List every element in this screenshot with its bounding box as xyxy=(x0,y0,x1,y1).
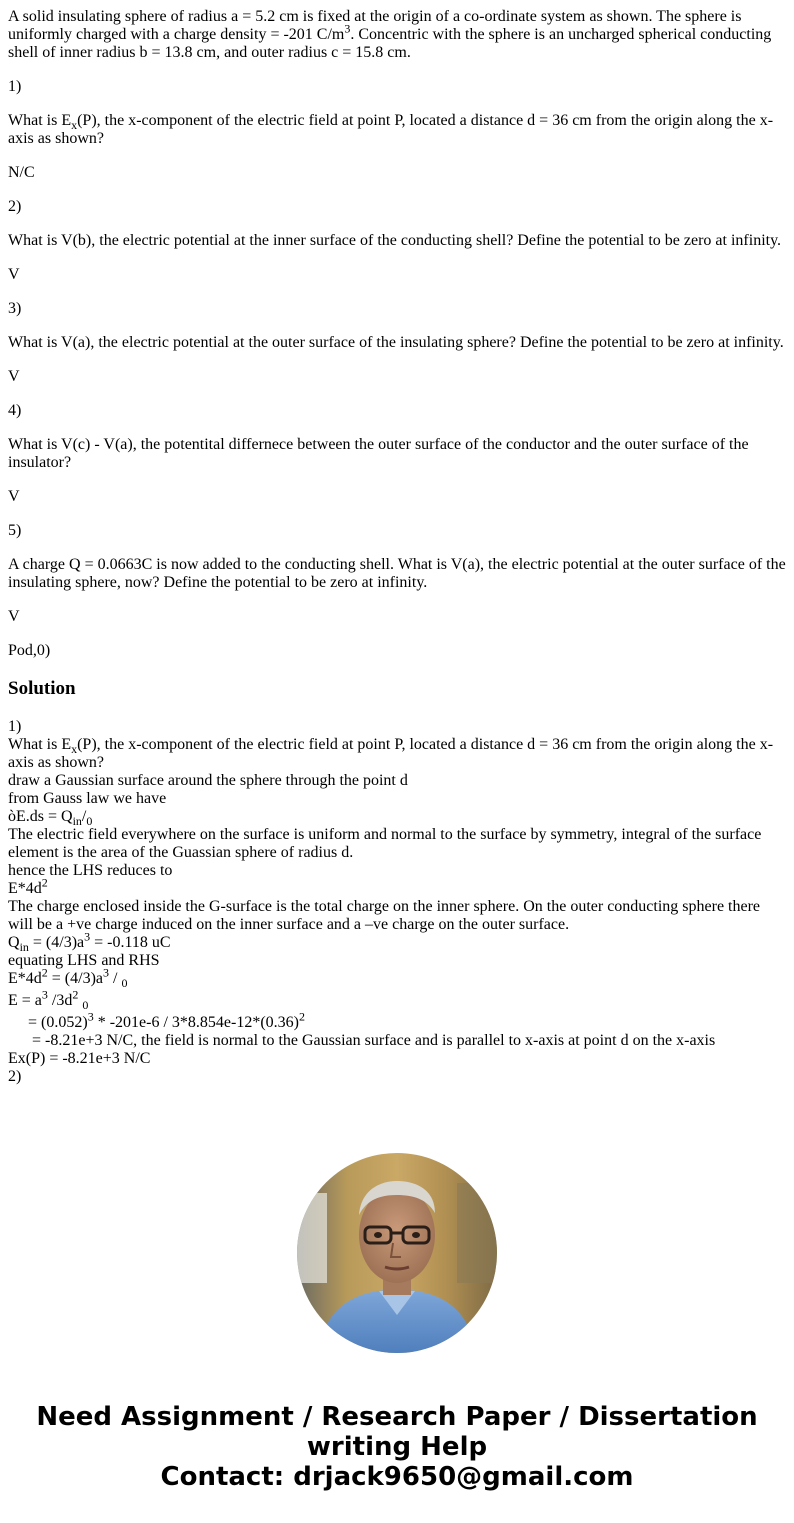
question-2-unit: V xyxy=(8,266,20,283)
question-3-number: 3) xyxy=(8,300,22,317)
question-5-text: A charge Q = 0.0663C is now added to the conducting shell. What is V(a), the electric potential at the outer surface of the insulating sphere, now? Define the potential to be zero at infinity. xyxy=(8,556,786,591)
solution-line: from Gauss law we have xyxy=(8,790,167,807)
question-2-number: 2) xyxy=(8,198,22,215)
question-1-number: 1) xyxy=(8,78,22,95)
question-5-unit: V xyxy=(8,608,20,625)
figure-caption-text: Pod,0) xyxy=(8,642,51,659)
solution-body xyxy=(8,718,788,1086)
solution-part-1-number: 1) xyxy=(8,718,22,735)
question-1-unit: N/C xyxy=(8,164,35,181)
solution-line: The electric field everywhere on the surface is uniform and normal to the surface by symmetry, integral of the surface element is the area of the Guassian sphere of radius d. xyxy=(8,826,762,861)
solution-line: equating LHS and RHS xyxy=(8,952,160,969)
field-calculation: = $(0.052)^3 * -201e-6 / 3*8.854e-12*(0.36)^2$ xyxy=(28,1009,305,1031)
question-3-text: What is V(a), the electric potential at the outer surface of the insulating sphere? Define the potential to be zero at infinity. xyxy=(8,334,784,351)
solution-line: The charge enclosed inside the G-surface is the total charge on the inner sphere. On the outer conducting sphere there will be a +ve charge induced on the inner surface and a –ve charge on the outer surface. xyxy=(8,898,761,933)
solution-line: draw a Gaussian surface around the sphere through the point d xyxy=(8,772,408,789)
equating-equation: $E*4d^2 = (4/3)a^3 / _0$ xyxy=(8,965,128,991)
question-3-unit: V xyxy=(8,368,20,385)
question-4-unit: V xyxy=(8,488,20,505)
question-5-number: 5) xyxy=(8,522,22,539)
promo-line-2: writing Help xyxy=(306,1432,488,1462)
lhs-equation: $E*4d^2$ xyxy=(8,875,48,897)
final-answer: Ex(P) = -8.21e+3 N/C xyxy=(8,1050,151,1067)
problem-intro: A solid insulating sphere of radius a = 5.2 cm is fixed at the origin of a co-ordinate system as shown. The sphere is uniformly charged with a charge density = -201 $C/m^3$. Concentric with the sphere is an uncharged spherical conducting shell of inner radius b = 13.8 cm, and outer radius c = 15.8 cm. xyxy=(8,8,772,61)
question-4-text: What is V(c) - V(a), the potentital differnece between the outer surface of the conductor and the outer surface of the insulator? xyxy=(8,436,749,471)
promo-contact: Contact: drjack9650@gmail.com xyxy=(160,1462,634,1492)
field-result: = -8.21e+3 N/C, the field is normal to the Gaussian surface and is parallel to x-axis at point d on the x-axis xyxy=(32,1032,716,1049)
question-4-number: 4) xyxy=(8,402,22,419)
enclosed-charge-equation: $Q_{in} = (4/3)a^3 = -0.118$ uC xyxy=(8,929,171,955)
solution-question-1: What is $E_x(P)$, the x-component of the electric field at point P, located a distance d = 36 cm from the origin along the x-axis as shown? xyxy=(8,736,774,771)
question-1-text: What is $E_x(P)$, the x-component of the electric field at point P, located a distance d = 36 cm from the origin along the x-axis as shown? xyxy=(8,112,774,147)
question-2-text: What is V(b), the electric potential at the inner surface of the conducting shell? Define the potential to be zero at infinity. xyxy=(8,232,782,249)
promo-line-1: Need Assignment / Research Paper / Dissertation xyxy=(36,1402,758,1432)
field-formula: $E = a^3$ $/3d^2$ $_0$ xyxy=(8,987,89,1013)
solution-line: hence the LHS reduces to xyxy=(8,862,173,879)
next-part-number: 2) xyxy=(8,1068,22,1085)
solution-heading: Solution xyxy=(8,678,76,699)
promo-footer xyxy=(0,1402,794,1492)
gauss-integral-equation: òE.ds = $Q_{in}/_0$ xyxy=(8,808,93,829)
problem-document xyxy=(8,0,788,1122)
author-avatar xyxy=(297,1153,497,1353)
